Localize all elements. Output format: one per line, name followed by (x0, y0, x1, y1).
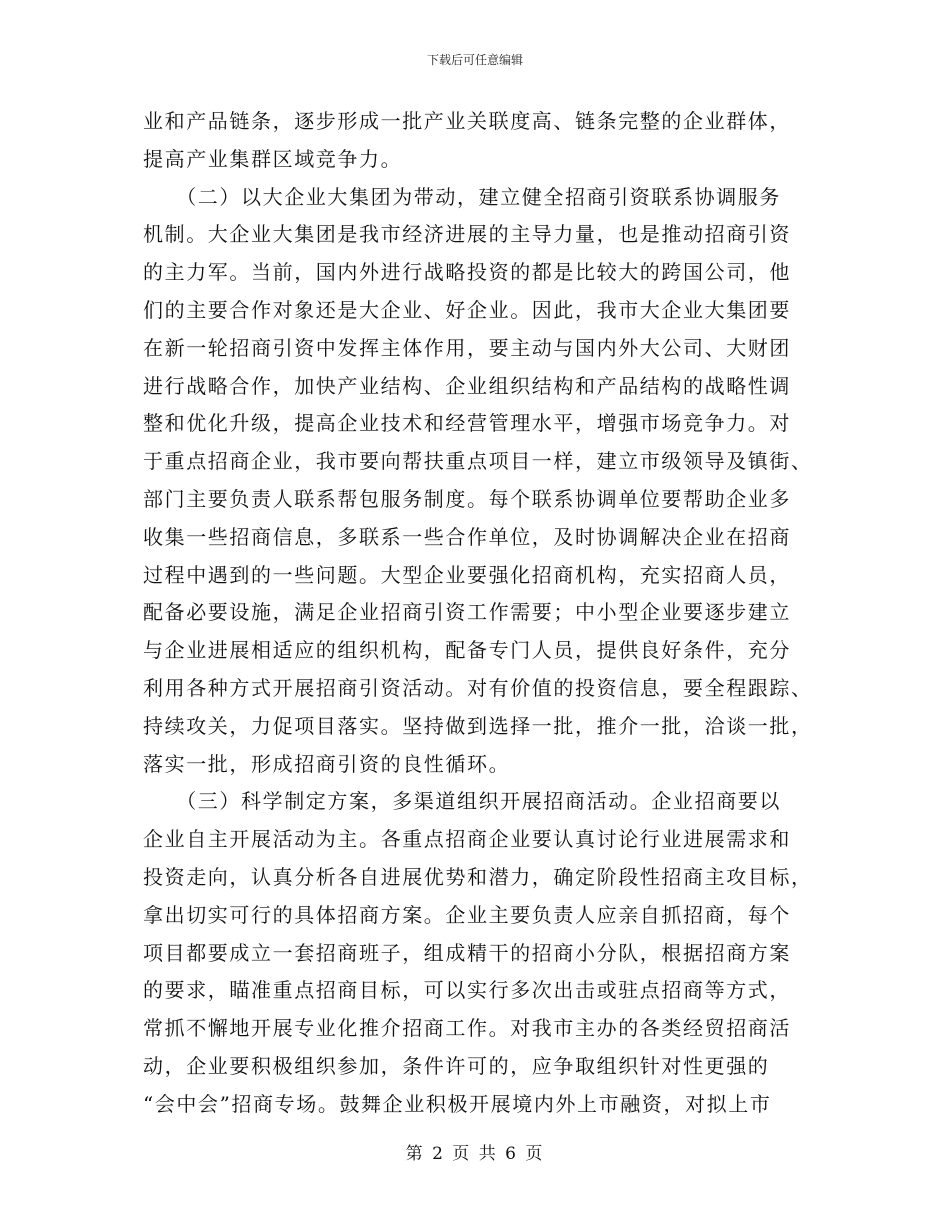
text-line: 持续攻关，力促项目落实。坚持做到选择一批，推介一批，洽谈一批， (143, 713, 813, 738)
text-line: 收集一些招商信息，多联系一些合作单位，及时协调解决企业在招商 (143, 524, 791, 549)
text-line: 动，企业要积极组织参加，条件许可的，应争取组织针对性更强的 (143, 1053, 770, 1078)
text-line: 过程中遇到的一些问题。大型企业要强化招商机构，充实招商人员， (143, 562, 791, 587)
text-line: 拿出切实可行的具体招商方案。企业主要负责人应亲自抓招商，每个 (143, 902, 791, 927)
text-line: 提高产业集群区域竞争力。 (143, 146, 403, 171)
text-line: 业和产品链条，逐步形成一批产业关联度高、链条完整的企业群体， (143, 109, 791, 133)
text-line: 利用各种方式开展招商引资活动。对有价值的投资信息，要全程跟踪、 (143, 675, 813, 700)
text-line: 的要求，瞄准重点招商目标，可以实行多次出击或驻点招商等方式， (143, 978, 791, 1003)
text-line: 机制。大企业大集团是我市经济进展的主导力量，也是推动招商引资 (143, 222, 791, 247)
text-line: 在新一轮招商引资中发挥主体作用，要主动与国内外大公司、大财团 (143, 335, 791, 360)
text-line: 投资走向，认真分析各自进展优势和潜力，确定阶段性招商主攻目标， (143, 864, 813, 889)
page-header: 下载后可任意编辑 (426, 53, 523, 67)
text-line: 部门主要负责人联系帮包服务制度。每个联系协调单位要帮助企业多 (143, 486, 791, 511)
text-line: 于重点招商企业，我市要向帮扶重点项目一样，建立市级领导及镇街、 (143, 449, 813, 474)
text-line: （二）以大企业大集团为带动，建立健全招商引资联系协调服务 (143, 184, 781, 209)
text-line: 落实一批，形成招商引资的良性循环。 (143, 751, 511, 776)
document-body (143, 103, 815, 1124)
text-line: 配备必要设施，满足企业招商引资工作需要；中小型企业要逐步建立 (143, 600, 791, 625)
text-line: 进行战略合作，加快产业结构、企业组织结构和产品结构的战略性调 (143, 373, 791, 398)
text-line: “会中会”招商专场。鼓舞企业积极开展境内外上市融资，对拟上市 (143, 1091, 772, 1116)
text-line: 们的主要合作对象还是大企业、好企业。因此，我市大企业大集团要 (143, 297, 791, 322)
text-line: 与企业进展相适应的组织机构，配备专门人员，提供良好条件，充分 (143, 638, 791, 663)
page-number-footer: 第 2 页 共 6 页 (405, 1144, 545, 1164)
text-line: 项目都要成立一套招商班子，组成精干的招商小分队，根据招商方案 (143, 940, 791, 965)
text-line: 常抓不懈地开展专业化推介招商工作。对我市主办的各类经贸招商活 (143, 1016, 791, 1041)
text-line: 整和优化升级，提高企业技术和经营管理水平，增强市场竞争力。对 (143, 411, 791, 436)
text-line: 的主力军。当前，国内外进行战略投资的都是比较大的跨国公司，他 (143, 260, 791, 285)
text-line: 企业自主开展活动为主。各重点招商企业要认真讨论行业进展需求和 (143, 827, 791, 852)
text-line: （三）科学制定方案，多渠道组织开展招商活动。企业招商要以 (143, 789, 781, 814)
